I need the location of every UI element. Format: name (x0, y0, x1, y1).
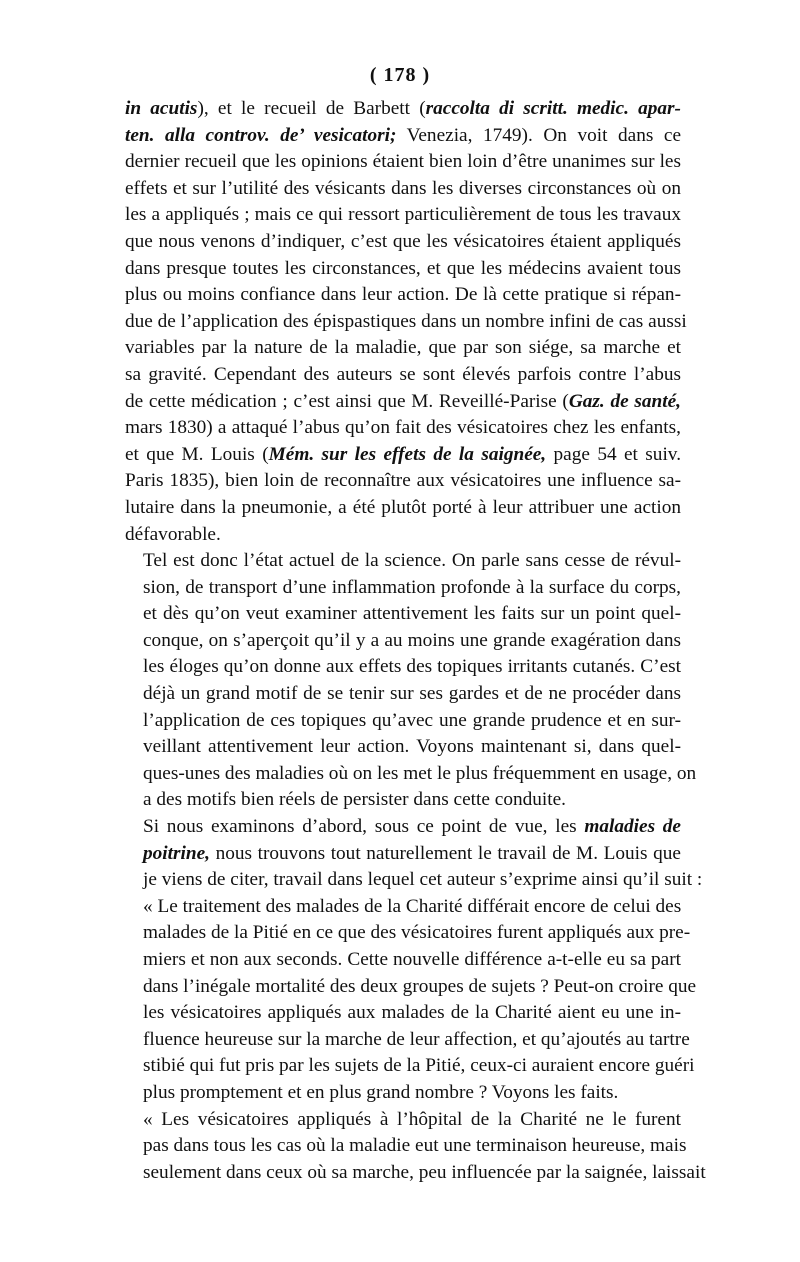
text-line: de cette médication ; c’est ainsi que M. Reveillé-Parise (Gaz. de santé, (125, 390, 681, 412)
text-line: sa gravité. Cependant des auteurs se sont élevés parfois contre l’abus (125, 363, 681, 385)
text-line: mars 1830) a attaqué l’abus qu’on fait des vésicatoires chez les enfants, (125, 417, 681, 439)
text-line: veillant attentivement leur action. Voyons maintenant si, dans quel- (143, 736, 681, 758)
text-line: due de l’application des épispastiques dans un nombre infini de cas aussi (125, 310, 687, 332)
text-line: l’application de ces topiques qu’avec une grande prudence et en sur- (143, 709, 681, 731)
text-line: Tel est donc l’état actuel de la science. On parle sans cesse de révul- (143, 550, 681, 572)
text-line: dans presque toutes les circonstances, et que les médecins avaient tous (125, 257, 681, 279)
text-line: dernier recueil que les opinions étaient bien loin d’être unanimes sur les (125, 151, 681, 173)
text-line: poitrine, nous trouvons tout naturellement le travail de M. Louis que (143, 842, 681, 864)
text-line: fluence heureuse sur la marche de leur affection, et qu’ajoutés au tartre (143, 1028, 690, 1050)
text-line: les a appliqués ; mais ce qui ressort particulièrement de tous les travaux (125, 204, 681, 226)
text-line: ques-unes des maladies où on les met le plus fréquemment en usage, on (143, 762, 697, 784)
text-line: ten. alla controv. de’ vesicatori; Venezia, 1749). On voit dans ce (125, 124, 682, 146)
text-line: que nous venons d’indiquer, c’est que les vésicatoires étaient appliqués (125, 230, 681, 252)
text-line: plus ou moins confiance dans leur action. De là cette pratique si répan- (125, 284, 681, 306)
text-line: stibié qui fut pris par les sujets de la Pitié, ceux-ci auraient encore guéri (143, 1055, 695, 1077)
paragraph (125, 548, 697, 814)
text-line: plus promptement et en plus grand nombre ? Voyons les faits. (143, 1081, 619, 1103)
text-line: je viens de citer, travail dans lequel cet auteur s’exprime ainsi qu’il suit : (143, 869, 703, 891)
text-line: in acutis), et le recueil de Barbett (raccolta di scritt. medic. apar- (125, 98, 681, 119)
text-line: pas dans tous les cas où la maladie eut une terminaison heureuse, mais (143, 1135, 687, 1157)
text-line: sion, de transport d’une inflammation profonde à la surface du corps, (143, 576, 681, 598)
text-line: les éloges qu’on donne aux effets des topiques irritants cutanés. C’est (143, 656, 681, 678)
text-line: dans l’inégale mortalité des deux groupes de sujets ? Peut-on croire que (143, 975, 697, 997)
text-line: Si nous examinons d’abord, sous ce point de vue, les maladies de (143, 816, 681, 838)
text-line: seulement dans ceux où sa marche, peu influencée par la saignée, laissait (143, 1161, 706, 1183)
text-line: a des motifs bien réels de persister dans cette conduite. (143, 789, 566, 811)
text-line: conque, on s’aperçoit qu’il y a au moins une grande exagération dans (143, 629, 681, 651)
paragraph (125, 96, 687, 548)
text-line: déjà un grand motif de se tenir sur ses gardes et de ne procéder dans (143, 683, 681, 705)
text-line: « Le traitement des malades de la Charité différait encore de celui des (143, 895, 682, 917)
text-line: « Les vésicatoires appliqués à l’hôpital de la Charité ne le furent (143, 1108, 681, 1130)
text-line: miers et non aux seconds. Cette nouvelle différence a-t-elle eu sa part (143, 949, 681, 970)
text-line: Paris 1835), bien loin de reconnaître aux vésicatoires une influence sa- (125, 470, 681, 492)
text-line: et dès qu’on veut examiner attentivement les faits sur un point quel- (143, 603, 681, 625)
page-number: ( 178 ) (369, 64, 431, 86)
text-line: et que M. Louis (Mém. sur les effets de la saignée, page 54 et suiv. (125, 443, 682, 465)
text-line: les vésicatoires appliqués aux malades de la Charité aient eu une in- (143, 1002, 681, 1024)
text-line: lutaire dans la pneumonie, a été plutôt porté à leur attribuer une action (125, 496, 681, 518)
text-line: variables par la nature de la maladie, que par son siége, sa marche et (125, 337, 681, 359)
text-line: défavorable. (125, 523, 221, 545)
paragraph (125, 1107, 706, 1187)
body-text (125, 96, 706, 1186)
text-line: malades de la Pitié en ce que des vésicatoires furent appliqués aux pre- (143, 922, 691, 944)
text-line: effets et sur l’utilité des vésicants dans les diverses circonstances où on (125, 177, 681, 199)
paragraph (125, 814, 703, 1107)
